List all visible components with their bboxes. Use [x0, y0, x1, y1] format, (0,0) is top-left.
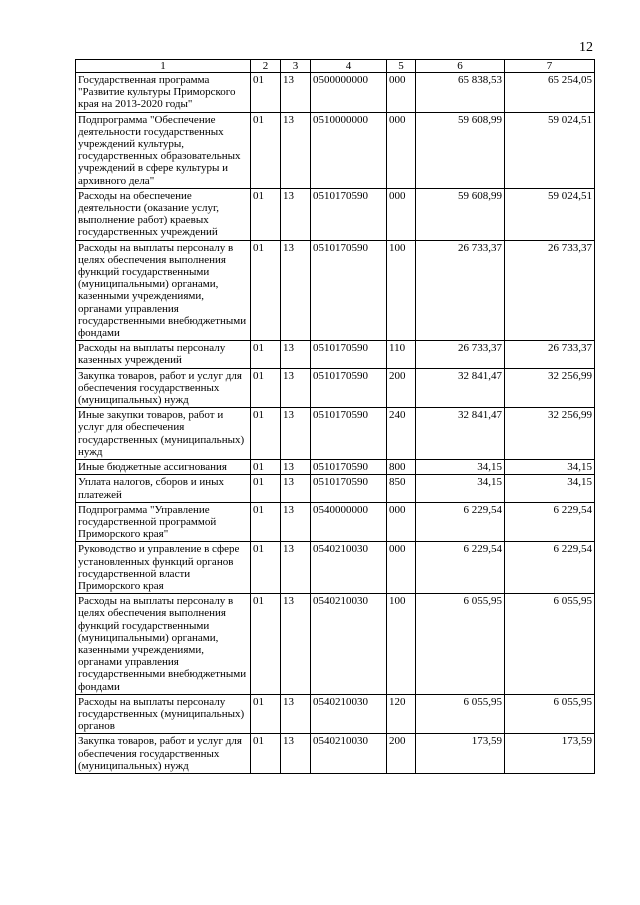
- table-row: [76, 542, 595, 594]
- row-subsection: 13: [281, 73, 311, 113]
- row-name: Руководство и управление в сфере установленных функций органов государственной власти Приморского края: [76, 542, 251, 594]
- row-amount-1: 6 055,95: [416, 594, 505, 695]
- row-amount-1: 26 733,37: [416, 341, 505, 368]
- row-amount-2: 32 256,99: [505, 368, 595, 408]
- budget-table: [75, 59, 595, 774]
- row-target-code: 0540210030: [311, 694, 387, 734]
- table-body: [76, 73, 595, 774]
- row-target-code: 0510170590: [311, 240, 387, 341]
- row-target-code: 0510000000: [311, 112, 387, 188]
- row-target-code: 0540000000: [311, 502, 387, 542]
- table-row: [76, 368, 595, 408]
- row-section: 01: [251, 240, 281, 341]
- row-amount-1: 6 229,54: [416, 542, 505, 594]
- row-subsection: 13: [281, 341, 311, 368]
- row-subsection: 13: [281, 542, 311, 594]
- row-amount-2: 59 024,51: [505, 112, 595, 188]
- row-name: Иные закупки товаров, работ и услуг для обеспечения государственных (муниципальных) нужд: [76, 408, 251, 460]
- row-expense-type: 000: [387, 188, 416, 240]
- row-subsection: 13: [281, 460, 311, 475]
- row-amount-1: 34,15: [416, 475, 505, 502]
- row-subsection: 13: [281, 502, 311, 542]
- row-target-code: 0510170590: [311, 188, 387, 240]
- table-row: [76, 502, 595, 542]
- row-expense-type: 200: [387, 734, 416, 774]
- row-name: Закупка товаров, работ и услуг для обеспечения государственных (муниципальных) нужд: [76, 734, 251, 774]
- header-col-5: 5: [387, 60, 416, 73]
- row-amount-1: 6 055,95: [416, 694, 505, 734]
- table-row: [76, 734, 595, 774]
- row-expense-type: 100: [387, 594, 416, 695]
- row-target-code: 0540210030: [311, 542, 387, 594]
- row-section: 01: [251, 368, 281, 408]
- row-name: Подпрограмма "Обеспечение деятельности государственных учреждений культуры, государственных образовательных учреждений в сфере культуры и архивного дела": [76, 112, 251, 188]
- row-section: 01: [251, 341, 281, 368]
- row-target-code: 0510170590: [311, 460, 387, 475]
- row-section: 01: [251, 594, 281, 695]
- row-target-code: 0540210030: [311, 734, 387, 774]
- header-col-1: 1: [76, 60, 251, 73]
- row-target-code: 0510170590: [311, 341, 387, 368]
- row-amount-2: 34,15: [505, 475, 595, 502]
- row-expense-type: 800: [387, 460, 416, 475]
- row-expense-type: 000: [387, 112, 416, 188]
- row-amount-1: 59 608,99: [416, 112, 505, 188]
- row-subsection: 13: [281, 694, 311, 734]
- row-target-code: 0510170590: [311, 368, 387, 408]
- table-row: [76, 112, 595, 188]
- header-row: [76, 60, 595, 73]
- row-amount-2: 6 229,54: [505, 502, 595, 542]
- row-target-code: 0540210030: [311, 594, 387, 695]
- row-amount-2: 26 733,37: [505, 341, 595, 368]
- row-target-code: 0500000000: [311, 73, 387, 113]
- row-section: 01: [251, 734, 281, 774]
- row-amount-1: 34,15: [416, 460, 505, 475]
- row-amount-2: 6 055,95: [505, 594, 595, 695]
- row-name: Уплата налогов, сборов и иных платежей: [76, 475, 251, 502]
- row-section: 01: [251, 475, 281, 502]
- row-amount-2: 6 055,95: [505, 694, 595, 734]
- row-amount-1: 26 733,37: [416, 240, 505, 341]
- row-name: Расходы на выплаты персоналу государственных (муниципальных) органов: [76, 694, 251, 734]
- row-amount-2: 32 256,99: [505, 408, 595, 460]
- row-section: 01: [251, 408, 281, 460]
- row-subsection: 13: [281, 475, 311, 502]
- row-section: 01: [251, 112, 281, 188]
- row-target-code: 0510170590: [311, 475, 387, 502]
- row-subsection: 13: [281, 112, 311, 188]
- row-expense-type: 000: [387, 542, 416, 594]
- row-expense-type: 000: [387, 73, 416, 113]
- table-row: [76, 408, 595, 460]
- row-section: 01: [251, 460, 281, 475]
- table-row: [76, 694, 595, 734]
- row-amount-1: 59 608,99: [416, 188, 505, 240]
- table-row: [76, 460, 595, 475]
- header-col-7: 7: [505, 60, 595, 73]
- row-expense-type: 100: [387, 240, 416, 341]
- header-col-2: 2: [251, 60, 281, 73]
- row-section: 01: [251, 188, 281, 240]
- row-subsection: 13: [281, 188, 311, 240]
- header-col-4: 4: [311, 60, 387, 73]
- row-name: Расходы на обеспечение деятельности (оказание услуг, выполнение работ) краевых государственных учреждений: [76, 188, 251, 240]
- table-row: [76, 240, 595, 341]
- row-amount-1: 32 841,47: [416, 368, 505, 408]
- row-name: Закупка товаров, работ и услуг для обеспечения государственных (муниципальных) нужд: [76, 368, 251, 408]
- row-subsection: 13: [281, 408, 311, 460]
- row-section: 01: [251, 73, 281, 113]
- row-expense-type: 000: [387, 502, 416, 542]
- header-col-6: 6: [416, 60, 505, 73]
- row-amount-2: 26 733,37: [505, 240, 595, 341]
- row-expense-type: 200: [387, 368, 416, 408]
- row-amount-1: 32 841,47: [416, 408, 505, 460]
- row-amount-2: 6 229,54: [505, 542, 595, 594]
- row-amount-1: 65 838,53: [416, 73, 505, 113]
- row-expense-type: 240: [387, 408, 416, 460]
- row-section: 01: [251, 694, 281, 734]
- row-name: Иные бюджетные ассигнования: [76, 460, 251, 475]
- table-row: [76, 475, 595, 502]
- row-amount-2: 59 024,51: [505, 188, 595, 240]
- row-expense-type: 850: [387, 475, 416, 502]
- header-col-3: 3: [281, 60, 311, 73]
- row-amount-2: 65 254,05: [505, 73, 595, 113]
- row-name: Государственная программа "Развитие культуры Приморского края на 2013-2020 годы": [76, 73, 251, 113]
- table-row: [76, 73, 595, 113]
- row-target-code: 0510170590: [311, 408, 387, 460]
- row-expense-type: 120: [387, 694, 416, 734]
- row-name: Расходы на выплаты персоналу казенных учреждений: [76, 341, 251, 368]
- row-name: Расходы на выплаты персоналу в целях обеспечения выполнения функций государственными (муниципальными) органами, казенными учреждениями, органами управления государственными внебюджетными фондами: [76, 594, 251, 695]
- row-amount-2: 173,59: [505, 734, 595, 774]
- row-name: Подпрограмма "Управление государственной программой Приморского края": [76, 502, 251, 542]
- row-expense-type: 110: [387, 341, 416, 368]
- row-amount-2: 34,15: [505, 460, 595, 475]
- row-subsection: 13: [281, 368, 311, 408]
- table-header: [76, 60, 595, 73]
- row-subsection: 13: [281, 734, 311, 774]
- row-name: Расходы на выплаты персоналу в целях обеспечения выполнения функций государственными (муниципальными) органами, казенными учреждениями, органами управления государственными внебюджетными фондами: [76, 240, 251, 341]
- table-row: [76, 594, 595, 695]
- row-subsection: 13: [281, 594, 311, 695]
- row-subsection: 13: [281, 240, 311, 341]
- row-section: 01: [251, 542, 281, 594]
- row-amount-1: 6 229,54: [416, 502, 505, 542]
- row-amount-1: 173,59: [416, 734, 505, 774]
- page-number: 12: [579, 40, 593, 55]
- row-section: 01: [251, 502, 281, 542]
- table-row: [76, 188, 595, 240]
- table-row: [76, 341, 595, 368]
